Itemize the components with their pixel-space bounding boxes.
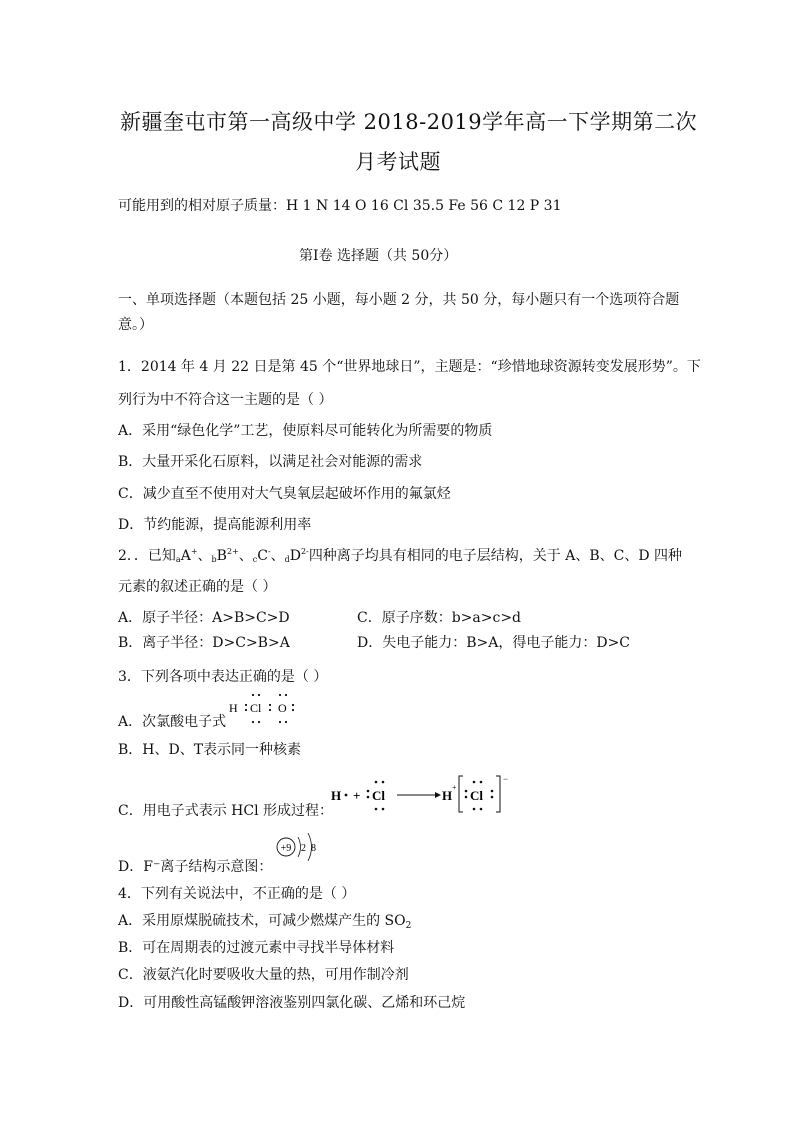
section-title: 第Ⅰ卷 选择题（共 50分） [299,248,458,264]
hcl-cl-atom: Cl [372,788,385,803]
fluoride-shell-1-count: 2 [301,843,306,854]
q4-option-a-subscript: 2 [405,921,412,931]
hcl-bracket-left [459,776,463,812]
q2-suffix: 四种离子均具有相同的电子层结构，关于 A、B、C、D 四种 [308,548,683,564]
hcl-h-ion-charge: + [452,783,457,792]
q4-option-c: C．液氨汽化时要吸收大量的热，可用作制冷剂 [118,967,409,983]
q2-option-d: D．失电子能力：B>A，得电子能力：D>C [357,635,631,651]
q2-prefix: 2．．已知 [118,548,176,564]
hclo-h-symbol: H [229,701,238,715]
hcl-cl-ion: Cl [470,788,483,803]
q4-stem: 4．下列有关说法中，不正确的是（ ） [118,886,356,902]
q3-stem: 3．下列各项中表达正确的是（ ） [118,669,328,685]
fluoride-structure-diagram [272,828,324,864]
exam-title-line2: 月考试题 [355,150,441,174]
q2-sep1: 、 [197,548,212,564]
q3-option-b: B．H、D、T表示同一种核素 [118,742,302,758]
q2-sub-a: a [175,555,181,564]
instructions-line1: 一、单项选择题（本题包括 25 小题，每小题 2 分，共 50 分，每小题只有一个选项符合题 [118,292,680,308]
hclo-cl-symbol: Cl [250,701,262,715]
q2-sub-b: b [211,555,217,564]
q4-option-d: D．可用酸性高锰酸钾溶液鉴别四氯化碳、乙烯和环己烷 [118,995,466,1011]
q2-sup-c: - [267,547,271,556]
q2-ion-b: B [216,548,227,564]
instructions-line2: 意。） [118,317,153,333]
q2-sup-a: + [190,547,198,556]
hcl-h-electron [345,794,348,797]
q2-stem-line1 [118,545,682,565]
q2-ion-d: D [289,548,302,564]
q2-option-b: B．离子半径：D>C>B>A [118,635,290,651]
hcl-h-ion: H [442,788,453,803]
q3-option-c: C．用电子式表示 HCl 形成过程： [118,803,334,819]
hcl-h-atom: H [331,788,342,803]
hcl-plus: + [353,788,361,803]
q2-sep2: 、 [238,548,253,564]
q4-option-a-text: A．采用原煤脱硫技术，可减少燃煤产生的 SO [118,913,406,929]
hclo-o-symbol: O [278,701,287,715]
q1-option-b: B．大量开采化石原料，以满足社会对能源的需求 [118,454,423,470]
atomic-masses-note: 可能用到的相对原子质量：H 1 N 14 O 16 Cl 35.5 Fe 56 C 12 P 31 [118,198,562,214]
q2-sub-c: c [252,555,258,564]
q1-option-d: D．节约能源，提高能源利用率 [118,517,312,533]
hcl-arrow-head [435,792,441,798]
q4-option-a [118,910,411,931]
q2-sup-d: 2- [301,547,309,556]
q1-stem-line2: 列行为中不符合这一主题的是（ ） [118,392,333,408]
q3-option-d: D．F⁻离子结构示意图： [118,859,273,875]
q2-ion-a: A [180,548,191,564]
hcl-cl-ion-charge: − [503,774,509,784]
q2-option-a: A．原子半径：A>B>C>D [118,610,290,626]
q2-ion-c: C [257,548,268,564]
q2-sub-d: d [284,555,290,564]
hcl-bracket-right [496,776,500,812]
fluoride-shell-2-count: 8 [311,843,316,854]
q2-option-c: C．原子序数：b>a>c>d [357,610,522,626]
q3-option-a: A．次氯酸电子式 [118,714,227,730]
hcl-formation-diagram [325,770,515,814]
q4-option-b: B．可在周期表的过渡元素中寻找半导体材料 [118,940,395,956]
hclo-electron-formula [228,690,300,724]
q1-stem-line1: 1．2014 年 4 月 22 日是第 45 个“世界地球日”，主题是：“珍惜地球资源转变发展形势”。下 [118,359,701,375]
fluoride-nucleus-charge: +9 [280,843,292,854]
q2-sup-b: 2+ [226,547,239,556]
q1-option-a: A．采用“绿色化学”工艺，使原料尽可能转化为所需要的物质 [118,423,493,439]
q2-stem-line2: 元素的叙述正确的是（ ） [118,579,277,595]
exam-title-line1: 新疆奎屯市第一高级中学 2018-2019学年高一下学期第二次 [120,110,698,134]
q2-sep3: 、 [270,548,285,564]
q1-option-c: C．减少直至不使用对大气臭氧层起破坏作用的氟氯烃 [118,486,451,502]
